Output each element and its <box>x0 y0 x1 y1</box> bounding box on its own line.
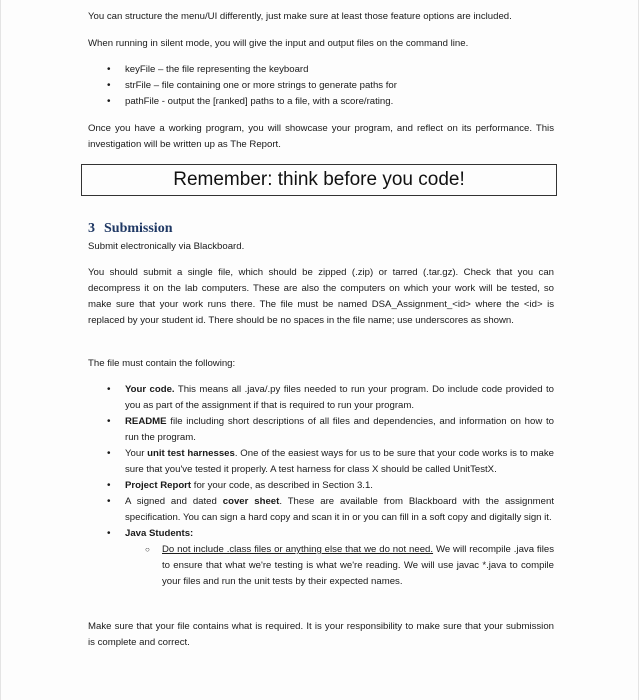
submit-via-text: Submit electronically via Blackboard. <box>88 241 245 252</box>
list-item: • Java Students: ○ Do not include .class files or anything else that we do not need. We will recompile .java files to ensure that what we're testing is what we're reading. We will use javac *.java to compile your files and run the unit tests by their expected names. <box>88 526 554 590</box>
contain-intro: The file must contain the following: <box>88 358 236 369</box>
list-item: • Your code. This means all .java/.py files needed to run your program. Do include code provided to you as part of the assignment if that is required to run your program. <box>107 384 554 411</box>
list-item: • Your unit test harnesses. One of the easiest ways for us to be sure that your code works is to make sure that you've tested it properly. A test harness for class X should be called UnitTestX. <box>107 448 554 475</box>
bullet-icon: • <box>107 64 111 75</box>
list-item: • A signed and dated cover sheet. These are available from Blackboard with the assignment specification. You can sign a hard copy and scan it in or you can fill in a soft copy and digitally sign it. <box>107 496 555 523</box>
section-number: 3 <box>88 221 95 236</box>
list-item: ○ Do not include .class files or anything else that we do not need. We will recompile .java files to ensure that what we're testing is what we're reading. We will use javac *.java to compile your files and run the unit tests by their expected names. <box>145 544 554 587</box>
closing-paragraph: Make sure that your file contains what is required. It is your responsibility to make sure that your submission is complete and correct. <box>88 621 554 648</box>
bullet-icon: • <box>107 480 111 491</box>
bullet-icon: • <box>107 96 111 107</box>
list-item: • README file including short descriptions of all files and dependencies, and information on how to run the program. <box>107 416 554 443</box>
section-heading <box>88 221 172 237</box>
bullet-icon: • <box>107 384 111 395</box>
intro-line-2: When running in silent mode, you will give the input and output files on the command line. <box>88 38 469 49</box>
list-item: • strFile – file containing one or more strings to generate paths for <box>88 78 554 94</box>
list-item: • keyFile – the file representing the keyboard <box>88 62 554 78</box>
section-title: Submission <box>104 221 173 236</box>
file-options-list <box>88 62 554 110</box>
java-sublist <box>125 542 554 590</box>
intro-line-1: You can structure the menu/UI differently, just make sure at least those feature options are included. <box>88 11 512 22</box>
circle-bullet-icon: ○ <box>145 545 150 554</box>
bullet-icon: • <box>107 528 111 539</box>
bullet-icon: • <box>107 416 111 427</box>
remember-callout: Remember: think before you code! <box>81 164 557 196</box>
bullet-icon: • <box>107 80 111 91</box>
single-file-paragraph: You should submit a single file, which should be zipped (.zip) or tarred (.tar.gz). Check that you can decompress it on the lab computers. These are also the computers on which your work will be tested, so make sure that your work runs there. The file must be named DSA_Assignment_<id> where the <id> is replaced by your student id. There should be no spaces in the file name; use underscores as shown. <box>88 267 554 326</box>
showcase-paragraph: Once you have a working program, you will showcase your program, and reflect on its performance. This investigation will be written up as The Report. <box>88 123 554 150</box>
bullet-icon: • <box>107 496 111 507</box>
bullet-icon: • <box>107 448 111 459</box>
list-item: • pathFile - output the [ranked] paths to a file, with a score/rating. <box>88 94 554 110</box>
list-item: • Project Report for your code, as described in Section 3.1. <box>88 478 554 494</box>
contents-list <box>88 382 554 590</box>
